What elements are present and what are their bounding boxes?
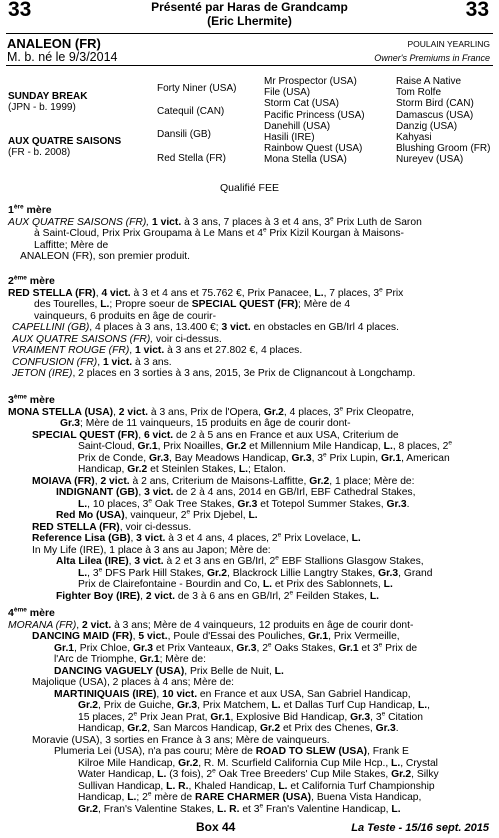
gen4-1: Tom Rolfe (396, 87, 442, 99)
gen3-1: File (USA) (264, 87, 311, 99)
dam-block (8, 136, 121, 158)
gen2-0: Forty Niner (USA) (157, 83, 237, 94)
lot-number-left: 33 (8, 0, 32, 21)
sire-name: SUNDAY BREAK (8, 91, 88, 102)
gen3-3: Pacific Princess (USA) (264, 109, 365, 121)
section-mere-1: 1ère mère AUX QUATRE SAISONS (FR), 1 vict. à 3 ans, 7 places à 3 et 4 ans, 3e Prix Luth de Saron à Saint-Cloud, Prix Prix Groupama à Le Mans et 4e Prix Kizil Kourgan à Maisons- Laffitte; Mère de ANALEON (FR), son premier produit. (8, 205, 491, 263)
gen3-0: Mr Prospector (USA) (264, 76, 357, 87)
section-mere-3: 3ème mère MONA STELLA (USA), 2 vict. à 3 ans, Prix de l'Opera, Gr.2, 4 places, 3e Prix Cleopatre, Gr.3; Mère de 11 vainqueurs, 15 produits en âge de courir dont- SPECIAL QUEST (FR), 6 vict. de 2 à 5 ans en France et aux USA, Criterium de Saint-Cloud, Gr.1, Prix Noailles, Gr.2 et Millennium Mile Handicap, L., 8 places, 2e Prix de Conde, Gr.3, Bay Meadows Handicap, Gr.3, 3e Prix Lupin, Gr.1, American Handicap, Gr.2 et Steinlen Stakes, L.; Etalon. MOIAVA (FR), 2 vict. à 2 ans, Criterium de Maisons-Laffitte, Gr.2, 1 place; Mère de: INDIGNANT (GB), 3 vict. de 2 à 4 ans, 2014 en GB/Irl, EBF Cathedral Stakes, L., 10 places, 3e Oak Tree Stakes, Gr.3 et Totepol Summer Stakes, Gr.3. Red Mo (USA), vainqueur, 2e Prix Djebel, L. RED STELLA (FR), voir ci-dessus. Reference Lisa (GB), 3 vict. à 3 et 4 ans, 4 places, 2e Prix Lovelace, L. In My Life (IRE), 1 place à 3 ans au Japon; Mère de: Alta Lilea (IRE), 3 vict. à 2 et 3 ans en GB/Irl, 2e EBF Stallions Glasgow Stakes, L., 3e DFS Park Hill Stakes, Gr.2, Blackrock Lillie Langtry Stakes, Gr.3, Grand Prix de Clairefontaine - Bourdin and Co, L. et Prix des Sablonnets, L. Fighter Boy (IRE), 2 vict. de 3 à 6 ans en GB/Irl, 2e Feilden Stakes, L. (8, 395, 491, 602)
mere-1-heading: 1ère mère (8, 203, 52, 216)
gen4-list (396, 76, 490, 166)
gen4-3: Damascus (USA) (396, 109, 474, 121)
gen3-4: Danehill (USA) (264, 120, 331, 132)
gen3-2: Storm Cat (USA) (264, 98, 340, 110)
dam-info: (FR - b. 2008) (8, 147, 71, 159)
mere-4-heading: 4ème mère (8, 606, 55, 619)
lot-number-right: 33 (465, 0, 489, 21)
section-mere-2: 2ème mère RED STELLA (FR), 4 vict. à 3 et 4 ans et 75.762 €, Prix Panacee, L., 7 places, 3e Prix des Tourelles, L.; Propre soeur de SPECIAL QUEST (FR); Mère de 4 vainqueurs, 6 produits en âge de courir- CAPELLINI (GB), 4 places à 3 ans, 13.400 €; 3 vict. en obstacles en GB/Irl 4 places. AUX QUATRE SAISONS (FR), voir ci-dessus. VRAIMENT ROUGE (FR), 1 vict. à 3 ans et 27.802 €, 4 places. CONFUSION (FR), 1 vict. à 3 ans. JETON (IRE), 2 places en 3 sorties à 3 ans, 2015, 3e Prix de Clignancout à Longchamp. (8, 276, 491, 380)
pedigree-top-rule (6, 65, 493, 66)
gen3-7: Mona Stella (USA) (264, 154, 347, 166)
gen4-2: Storm Bird (CAN) (396, 98, 474, 110)
presenter-line-2: (Eric Lhermite) (207, 14, 292, 28)
owner-premium: Owner's Premiums in France (374, 53, 490, 63)
gen2-3: Red Stella (FR) (157, 153, 226, 164)
horse-name: ANALEON (FR) (7, 36, 101, 51)
section-mere-4: 4ème mère MORANA (FR), 2 vict. à 3 ans; Mère de 4 vainqueurs, 12 produits en âge de courir dont- DANCING MAID (FR), 5 vict., Poule d'Essai des Pouliches, Gr.1, Prix Vermeille, Gr.1, Prix Chloe, Gr.3 et Prix Vanteaux, Gr.3, 2e Oaks Stakes, Gr.1 et 3e Prix de l'Arc de Triomphe, Gr.1; Mère de: DANCING VAGUELY (USA), Prix Belle de Nuit, L. Majolique (USA), 2 places à 4 ans; Mère de: MARTINIQUAIS (IRE), 10 vict. en France et aux USA, San Gabriel Handicap, Gr.2, Prix de Guiche, Gr.3, Prix Matchem, L. et Dallas Turf Cup Handicap, L., 15 places, 2e Prix Jean Prat, Gr.1, Explosive Bid Handicap, Gr.3, 3e Citation Handicap, Gr.2, San Marcos Handicap, Gr.2 et Prix des Chenes, Gr.3. Moravie (USA), 3 sorties en France à 3 ans; Mère de vainqueurs. Plumeria Lei (USA), n'a pas couru; Mère de ROAD TO SLEW (USA), Frank E Kilroe Mile Handicap, Gr.2, R. M. Scurfield California Cup Mile Hcp., L., Crystal Water Handicap, L. (3 fois), 2e Oak Tree Breeders' Cup Mile Stakes, Gr.2, Silky Sullivan Handicap, L. R., Khaled Handicap, L. et California Turf Championship Handicap, L.; 2e mère de RARE CHARMER (USA), Buena Vista Handicap, Gr.2, Fran's Valentine Stakes, L. R. et 3e Fran's Valentine Handicap, L. (8, 608, 491, 815)
presenter-title (0, 0, 499, 28)
horse-category: POULAIN YEARLING (407, 39, 490, 49)
gen2-2: Dansili (GB) (157, 129, 211, 140)
gen4-0: Raise A Native (396, 76, 462, 87)
sire-block (8, 91, 87, 113)
horse-details: M. b. né le 9/3/2014 (7, 50, 118, 64)
qualifie-label: Qualifié FEE (220, 182, 279, 194)
mere-2-heading: 2ème mère (8, 274, 55, 287)
sire-info: (JPN - b. 1999) (8, 102, 76, 114)
gen3-5: Hasili (IRE) (264, 132, 315, 144)
gen4-6: Blushing Groom (FR) (396, 143, 491, 155)
box-number: Box 44 (196, 820, 236, 834)
mere-1-text: AUX QUATRE SAISONS (FR), 1 vict. à 3 ans, 7 places à 3 et 4 ans, 3e Prix Luth de Saron (8, 215, 422, 228)
gen4-7: Nureyev (USA) (396, 154, 464, 166)
sale-info: La Teste - 15/16 sept. 2015 (351, 822, 489, 834)
header-rule (6, 33, 493, 34)
gen4-5: Kahyasi (396, 132, 432, 144)
mere-3-heading: 3ème mère (8, 393, 55, 406)
gen2-1: Catequil (CAN) (157, 106, 225, 117)
gen3-list (264, 76, 365, 166)
dam-name: AUX QUATRE SAISONS (8, 136, 122, 147)
gen3-6: Rainbow Quest (USA) (264, 143, 363, 155)
gen4-4: Danzig (USA) (396, 120, 458, 132)
presenter-line-1: Présenté par Haras de Grandcamp (151, 0, 348, 14)
